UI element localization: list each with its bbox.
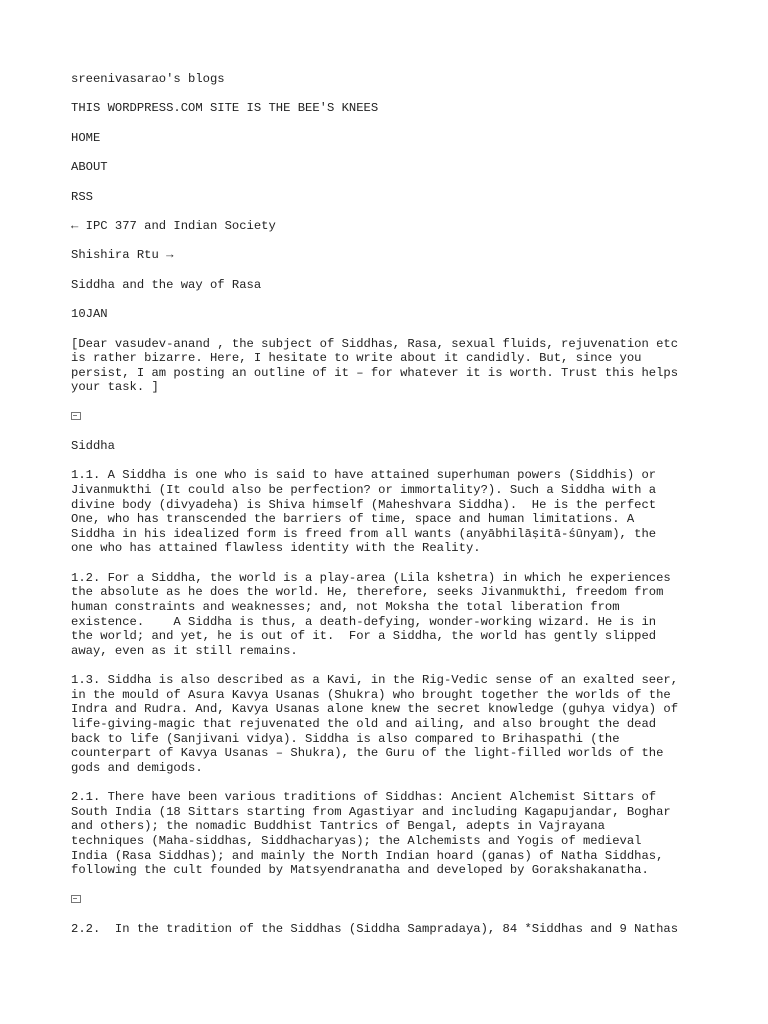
previous-post-link[interactable]: ← IPC 377 and Indian Society <box>71 218 276 233</box>
post-title: Siddha and the way of Rasa <box>71 277 262 292</box>
nav-about-link[interactable]: ABOUT <box>71 160 108 175</box>
paragraph-1-2: 1.2. For a Siddha, the world is a play-area (Lila kshetra) in which he experiences the absolute as he does the world. He, therefore, seeks Jivanmukthi, freedom from human constraints and weaknesses; and, not Moksha the total liberation from existence. A Siddha is thus, a death-defying, wonder-working wizard. He is in the world; and yet, he is out of it. For a Siddha, the world has gently slipped away, even as it still remains. <box>71 570 671 658</box>
paragraph-1-1: 1.1. A Siddha is one who is said to have attained superhuman powers (Siddhis) or Jivanmukthi (It could also be perfection? or immortality?). Such a Siddha with a divine body (divyadeha) is Shiva himself (Maheshvara Siddha). He is the perfect One, who has transcended the barriers of time, space and human limitations. A Siddha in his idealized form is freed from all wants (anyābhilāṣitā-śūnyam), the one who has attained flawless identity with the Reality. <box>71 468 657 556</box>
nav-rss-link[interactable]: RSS <box>71 189 93 204</box>
site-tagline: THIS WORDPRESS.COM SITE IS THE BEE'S KNEES <box>71 101 379 116</box>
section-heading: Siddha <box>71 439 115 454</box>
broken-image-icon <box>71 895 81 903</box>
image-placeholder-2 <box>71 893 711 908</box>
post-date: 10JAN <box>71 307 108 322</box>
paragraph-2-1: 2.1. There have been various traditions of Siddhas: Ancient Alchemist Sittars of South India (18 Sittars starting from Agastiyar and including Kagapujandar, Boghar and others); the nomadic Buddhist Tantrics of Bengal, adepts in Vajrayana techniques (Maha-siddhas, Siddhacharyas); the Alchemists and Yogis of medieval India (Rasa Siddhas); and mainly the North Indian hoard (ganas) of Natha Siddhas, following the cult founded by Matsyendranatha and developed by Gorakshakanatha. <box>71 790 671 878</box>
nav-home-link[interactable]: HOME <box>71 130 101 145</box>
post-intro: [Dear vasudev-anand , the subject of Siddhas, Rasa, sexual fluids, rejuvenation etc is rather bizarre. Here, I hesitate to write about it candidly. But, since you persist, I am posting an outline of it – for whatever it is worth. Trust this helps your task. ] <box>71 336 679 395</box>
next-post-link[interactable]: Shishira Rtu → <box>71 248 174 263</box>
image-placeholder-1 <box>71 410 711 425</box>
document-page <box>71 72 711 951</box>
paragraph-1-3: 1.3. Siddha is also described as a Kavi, in the Rig-Vedic sense of an exalted seer, in the mould of Asura Kavya Usanas (Shukra) who brought together the worlds of the Indra and Rudra. And, Kavya Usanas alone knew the secret knowledge (guhya vidya) of life-giving-magic that rejuvenated the old and ailing, and also brought the dead back to life (Sanjivani vidya). Siddha is also compared to Brihaspathi (the counterpart of Kavya Usanas – Shukra), the Guru of the light-filled worlds of the gods and demigods. <box>71 673 679 775</box>
paragraph-2-2: 2.2. In the tradition of the Siddhas (Siddha Sampradaya), 84 *Siddhas and 9 Nathas <box>71 921 679 936</box>
broken-image-icon <box>71 412 81 420</box>
blog-name-link[interactable]: sreenivasarao's blogs <box>71 72 225 86</box>
